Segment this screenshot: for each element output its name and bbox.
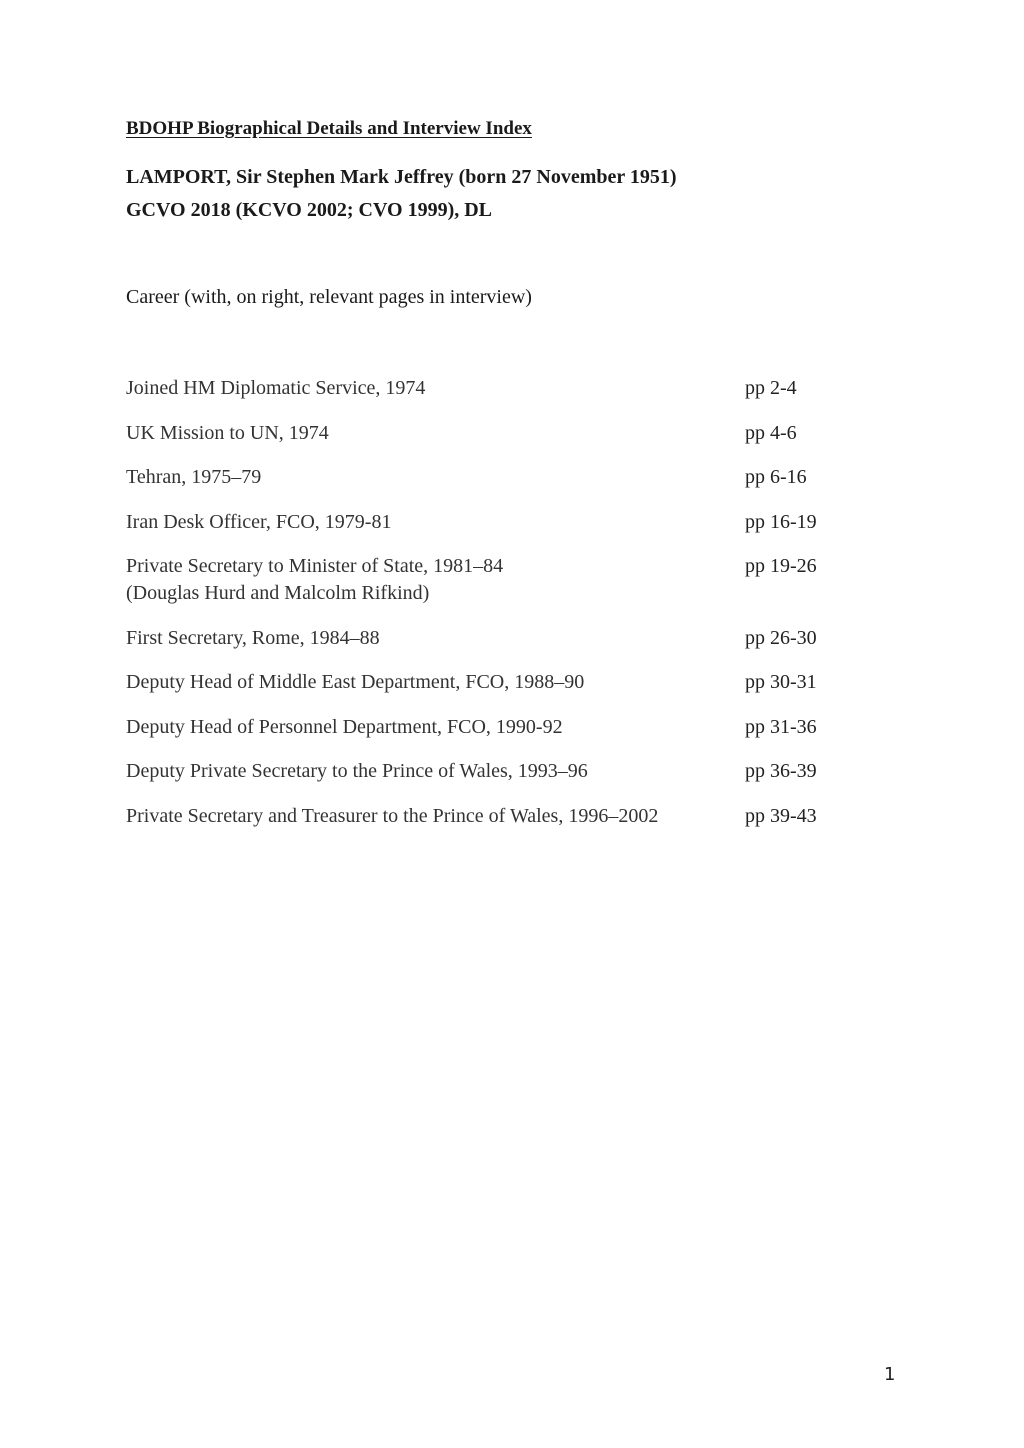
career-pages: pp 19-26 <box>745 555 817 577</box>
career-entry <box>126 553 886 607</box>
page-number: 1 <box>884 1364 896 1385</box>
career-entry <box>126 669 886 696</box>
subject-honours: GCVO 2018 (KCVO 2002; CVO 1999), DL <box>126 199 493 221</box>
career-role-line: (Douglas Hurd and Malcolm Rifkind) <box>126 582 430 604</box>
career-role-line: Iran Desk Officer, FCO, 1979-81 <box>126 510 392 533</box>
career-entry <box>126 464 886 491</box>
career-entry <box>126 758 886 785</box>
career-pages: pp 16-19 <box>745 510 817 533</box>
career-entry <box>126 375 886 402</box>
career-role <box>126 464 726 491</box>
career-role <box>126 714 726 741</box>
career-entry <box>126 625 886 652</box>
career-role <box>126 625 726 652</box>
career-entry <box>126 509 886 536</box>
career-role <box>126 758 726 785</box>
career-pages: pp 36-39 <box>745 760 817 782</box>
career-role <box>126 420 726 447</box>
career-pages: pp 6-16 <box>745 466 807 488</box>
career-role <box>126 509 726 536</box>
career-entry <box>126 420 886 447</box>
document-title: BDOHP Biographical Details and Interview Index <box>126 118 532 139</box>
career-role <box>126 553 726 607</box>
career-role <box>126 375 726 402</box>
career-role <box>126 669 726 696</box>
career-role-line: Deputy Head of Middle East Department, FCO, 1988–90 <box>126 671 585 693</box>
career-list <box>126 375 886 847</box>
career-role-line: UK Mission to UN, 1974 <box>126 421 329 444</box>
career-role-line: Private Secretary to Minister of State, 1981–84 <box>126 555 504 577</box>
career-pages: pp 2-4 <box>745 377 797 399</box>
career-role-line: Deputy Private Secretary to the Prince of Wales, 1993–96 <box>126 760 588 782</box>
career-role-line: First Secretary, Rome, 1984–88 <box>126 626 380 649</box>
career-role-line: Joined HM Diplomatic Service, 1974 <box>126 377 426 399</box>
subject-name: LAMPORT, Sir Stephen Mark Jeffrey (born 27 November 1951) <box>126 166 677 188</box>
career-pages: pp 26-30 <box>745 626 817 649</box>
career-pages: pp 4-6 <box>745 421 797 444</box>
career-entry <box>126 803 886 830</box>
career-entry <box>126 714 886 741</box>
career-role-line: Deputy Head of Personnel Department, FCO, 1990-92 <box>126 715 563 738</box>
career-role <box>126 803 726 830</box>
career-pages: pp 30-31 <box>745 671 817 693</box>
career-role-line: Private Secretary and Treasurer to the Prince of Wales, 1996–2002 <box>126 804 659 827</box>
career-heading: Career (with, on right, relevant pages in interview) <box>126 286 532 308</box>
career-pages: pp 39-43 <box>745 804 817 827</box>
career-pages: pp 31-36 <box>745 715 817 738</box>
career-role-line: Tehran, 1975–79 <box>126 466 262 488</box>
